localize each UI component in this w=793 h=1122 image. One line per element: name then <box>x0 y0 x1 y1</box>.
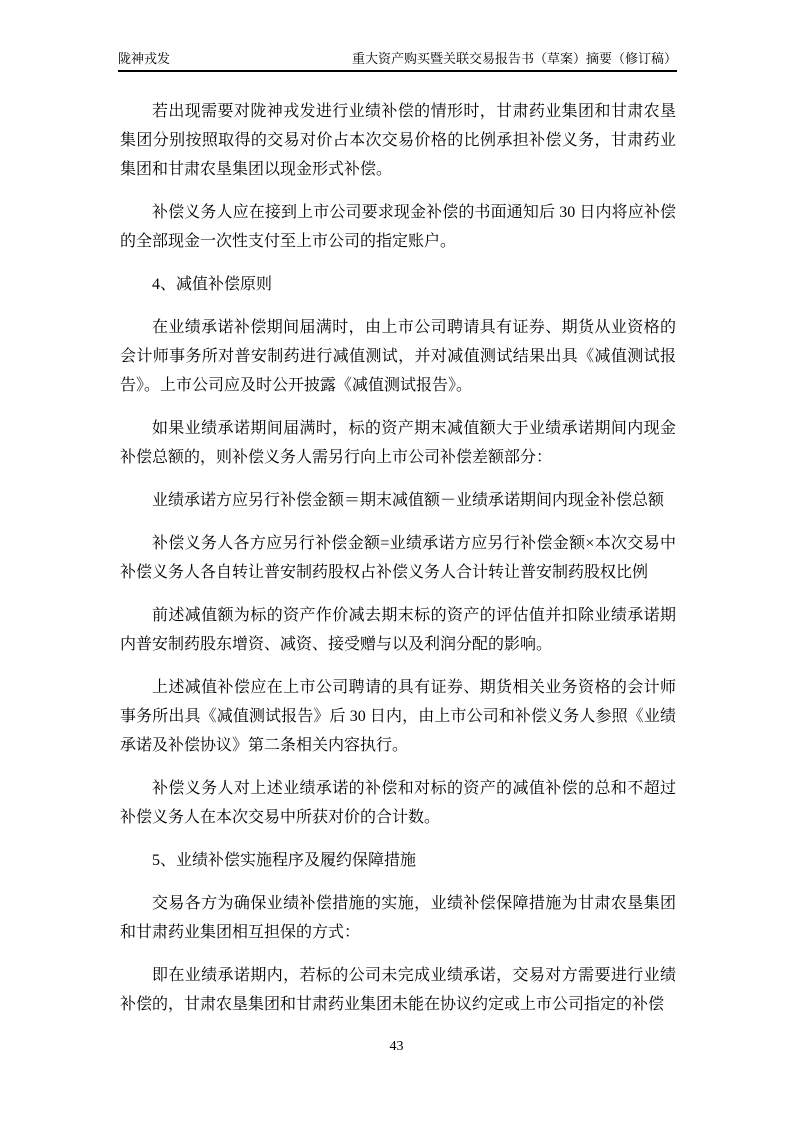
header-doc-title: 重大资产购买暨关联交易报告书（草案）摘要（修订稿） <box>351 51 677 66</box>
page-header <box>118 50 677 72</box>
section-heading: 5、业绩补偿实施程序及履约保障措施 <box>152 852 417 869</box>
paragraph: 补偿义务人应在接到上市公司要求现金补偿的书面通知后 30 日内将应补偿的全部现金一次性支付至上市公司的指定账户。 <box>120 204 676 250</box>
page-footer <box>0 1038 793 1056</box>
paragraph: 补偿义务人对上述业绩承诺的补偿和对标的资产的减值补偿的总和不超过补偿义务人在本次交易中所获对价的合计数。 <box>120 780 676 826</box>
paragraph: 补偿义务人各方应另行补偿金额=业绩承诺方应另行补偿金额×本次交易中补偿义务人各自转让普安制药股权占补偿义务人合计转让普安制药股权比例 <box>120 535 676 581</box>
paragraph: 若出现需要对陇神戎发进行业绩补偿的情形时，甘肃药业集团和甘肃农垦集团分别按照取得的交易对价占本次交易价格的比例承担补偿义务，甘肃药业集团和甘肃农垦集团以现金形式补偿。 <box>120 103 676 178</box>
paragraph: 在业绩承诺补偿期间届满时，由上市公司聘请具有证券、期货从业资格的会计师事务所对普安制药进行减值测试，并对减值测试结果出具《减值测试报告》。上市公司应及时公开披露《减值测试报告》。 <box>120 319 676 394</box>
paragraph: 即在业绩承诺期内，若标的公司未完成业绩承诺，交易对方需要进行业绩补偿的，甘肃农垦集团和甘肃药业集团未能在协议约定或上市公司指定的补偿 <box>120 967 676 1013</box>
section-heading: 4、减值补偿原则 <box>152 276 273 293</box>
paragraph: 前述减值额为标的资产作价减去期末标的资产的评估值并扣除业绩承诺期内普安制药股东增资、减资、接受赠与以及利润分配的影响。 <box>120 607 676 653</box>
header-company: 陇神戎发 <box>118 51 171 66</box>
paragraph: 上述减值补偿应在上市公司聘请的具有证券、期货相关业务资格的会计师事务所出具《减值测试报告》后 30 日内，由上市公司和补偿义务人参照《业绩承诺及补偿协议》第二条相关内容执行。 <box>120 679 676 754</box>
paragraph: 交易各方为确保业绩补偿措施的实施，业绩补偿保障措施为甘肃农垦集团和甘肃药业集团相互担保的方式： <box>120 895 676 941</box>
formula-line: 业绩承诺方应另行补偿金额＝期末减值额－业绩承诺期间内现金补偿总额 <box>152 492 665 509</box>
page-number: 43 <box>389 1039 404 1054</box>
paragraph: 如果业绩承诺期间届满时，标的资产期末减值额大于业绩承诺期间内现金补偿总额的，则补偿义务人需另行向上市公司补偿差额部分： <box>120 420 676 466</box>
page-body <box>120 97 676 1033</box>
